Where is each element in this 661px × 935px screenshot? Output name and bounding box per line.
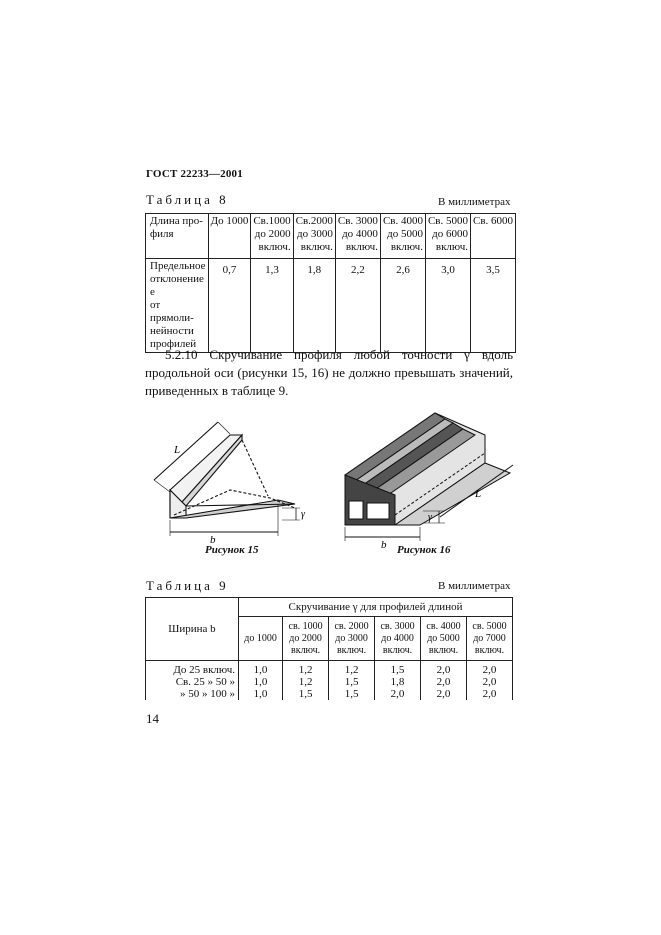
table8-col-header bbox=[251, 214, 293, 259]
table9-row-label: До 25 включ. bbox=[146, 661, 239, 677]
cell-text: св. 3000 до 4000 включ. bbox=[380, 621, 415, 656]
table8-col-header bbox=[471, 214, 516, 259]
table8-col-header bbox=[335, 214, 380, 259]
figure-15-label-b: b bbox=[210, 534, 216, 546]
table8-value: 3,5 bbox=[471, 259, 516, 353]
table9-col-header bbox=[421, 617, 467, 661]
table8-value: 1,8 bbox=[293, 259, 335, 353]
table8-units: В миллиметрах bbox=[438, 196, 511, 208]
table9-value: 1,5 bbox=[283, 688, 329, 700]
cell-text: Св. 5000 до 6000 включ. bbox=[427, 215, 468, 253]
cell-text: св. 1000 до 2000 включ. bbox=[288, 621, 323, 656]
cell-text: св. 4000 до 5000 включ. bbox=[426, 621, 461, 656]
table8-col-header bbox=[146, 214, 209, 259]
table9-value: 1,2 bbox=[283, 661, 329, 677]
cell-text: Св. 4000 до 5000 включ. bbox=[382, 215, 423, 253]
figure-16-caption: Рисунок 16 bbox=[397, 544, 451, 556]
table9-value: 1,5 bbox=[329, 676, 375, 688]
table9-value: 2,0 bbox=[421, 688, 467, 700]
cell-text: Св.2000 до 3000 включ. bbox=[295, 215, 333, 253]
table8-col-header bbox=[425, 214, 470, 259]
table9-col-header bbox=[329, 617, 375, 661]
figure-15-caption: Рисунок 15 bbox=[205, 544, 259, 556]
table9-value: 2,0 bbox=[466, 661, 512, 677]
table9-span-header: Скручивание γ для профилей длиной bbox=[239, 598, 513, 617]
figure-16-drawing bbox=[335, 405, 525, 550]
table8-value: 3,0 bbox=[425, 259, 470, 353]
table9-value: 1,2 bbox=[283, 676, 329, 688]
table-row bbox=[146, 259, 516, 353]
table9 bbox=[145, 597, 513, 700]
cell-text: Св.1000 до 2000 включ. bbox=[253, 215, 291, 253]
table9-col-header bbox=[239, 617, 283, 661]
table9-value: 2,0 bbox=[421, 676, 467, 688]
paragraph-5-2-10: 5.2.10 Скручивание профиля любой точности γ вдоль продольной оси (рисунки 15, 16) не должно превышать значений, приведенных в таблице 9. bbox=[145, 347, 513, 398]
table9-width-header: Ширина b bbox=[146, 598, 239, 661]
table8-row-label bbox=[146, 259, 209, 353]
table8-value: 2,2 bbox=[335, 259, 380, 353]
cell-text: Св. 3000 до 4000 включ. bbox=[337, 215, 378, 253]
figure-16-label-L: L bbox=[475, 488, 482, 500]
cell-text: св. 2000 до 3000 включ. bbox=[334, 621, 369, 656]
table8-col-header bbox=[208, 214, 251, 259]
figure-16-label-b: b bbox=[381, 539, 387, 550]
figure-15-label-gamma: γ bbox=[301, 509, 305, 520]
figure-15-drawing bbox=[150, 420, 310, 550]
figure-15-label-L: L bbox=[174, 444, 181, 456]
table9-value: 1,2 bbox=[329, 661, 375, 677]
table8-header-row bbox=[146, 214, 516, 259]
table8-caption: Таблица 8 bbox=[146, 192, 229, 207]
table9-value: 2,0 bbox=[466, 676, 512, 688]
table9-row-label: » 50 » 100 » bbox=[146, 688, 239, 700]
figure-16-label-gamma: γ bbox=[428, 512, 432, 523]
cell-text: Предельное отклонение е от прямоли- нейности профилей bbox=[150, 260, 206, 350]
table8-value: 2,6 bbox=[380, 259, 425, 353]
table9-value: 2,0 bbox=[421, 661, 467, 677]
table9-units: В миллиметрах bbox=[438, 580, 511, 592]
table8-col-header bbox=[293, 214, 335, 259]
table-row bbox=[146, 688, 513, 700]
cell-text: До 1000 bbox=[210, 215, 249, 227]
table9-value: 2,0 bbox=[375, 688, 421, 700]
cell-text: Св. 6000 bbox=[473, 215, 514, 227]
table8-col-header bbox=[380, 214, 425, 259]
table9-col-header bbox=[466, 617, 512, 661]
table9-header-row bbox=[146, 598, 513, 617]
table9-value: 1,8 bbox=[375, 676, 421, 688]
standard-number: ГОСТ 22233—2001 bbox=[146, 168, 243, 180]
table8-value: 0,7 bbox=[208, 259, 251, 353]
table9-caption: Таблица 9 bbox=[146, 578, 229, 593]
table-row bbox=[146, 661, 513, 677]
table9-value: 1,0 bbox=[239, 676, 283, 688]
page-number: 14 bbox=[146, 711, 159, 726]
table9-value: 1,5 bbox=[375, 661, 421, 677]
table8 bbox=[145, 213, 516, 353]
cell-text: св. 5000 до 7000 включ. bbox=[472, 621, 507, 656]
cell-text: до 1000 bbox=[244, 633, 277, 644]
table9-value: 1,0 bbox=[239, 688, 283, 700]
table9-row-label: Св. 25 » 50 » bbox=[146, 676, 239, 688]
table9-col-header bbox=[283, 617, 329, 661]
table9-col-header bbox=[375, 617, 421, 661]
cell-text: Длина про- филя bbox=[150, 215, 203, 240]
table8-value: 1,3 bbox=[251, 259, 293, 353]
table9-value: 1,5 bbox=[329, 688, 375, 700]
table9-value: 1,0 bbox=[239, 661, 283, 677]
table-row bbox=[146, 676, 513, 688]
table9-value: 2,0 bbox=[466, 688, 512, 700]
